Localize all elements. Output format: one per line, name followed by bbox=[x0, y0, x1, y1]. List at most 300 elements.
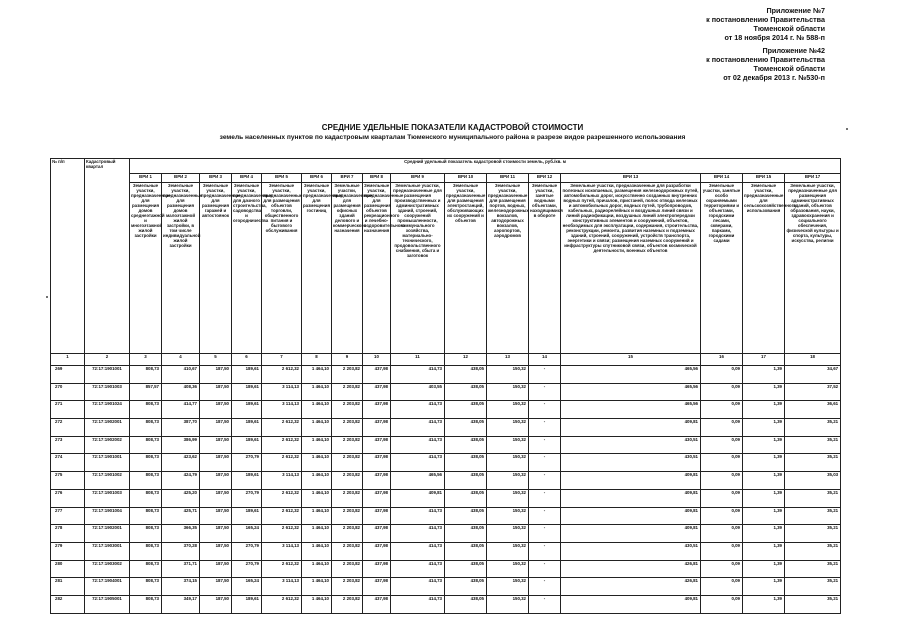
value-cell: - bbox=[529, 542, 561, 560]
value-cell: 187,50 bbox=[200, 595, 232, 613]
row-number-cell: 278 bbox=[51, 525, 85, 543]
value-cell: 409,81 bbox=[561, 595, 701, 613]
value-cell: 408,36 bbox=[162, 383, 200, 401]
column-number-cell: 15 bbox=[561, 354, 701, 366]
table-row bbox=[51, 525, 841, 543]
value-cell: 808,73 bbox=[130, 489, 162, 507]
row-number-cell: 271 bbox=[51, 401, 85, 419]
table-row bbox=[51, 507, 841, 525]
value-cell: 2 612,32 bbox=[262, 436, 302, 454]
value-cell: 438,05 bbox=[445, 419, 487, 437]
row-number-cell: 280 bbox=[51, 560, 85, 578]
value-cell: 187,50 bbox=[200, 489, 232, 507]
value-cell: 189,61 bbox=[232, 383, 262, 401]
column-number-cell: 3 bbox=[130, 354, 162, 366]
header-vri-4: ВРИ 4 bbox=[232, 174, 262, 183]
value-cell: 189,61 bbox=[232, 595, 262, 613]
value-cell: 366,35 bbox=[162, 525, 200, 543]
cadastral-value-table bbox=[50, 158, 841, 614]
column-number-cell: 12 bbox=[445, 354, 487, 366]
value-cell: 409,81 bbox=[391, 489, 445, 507]
value-cell: 414,73 bbox=[391, 419, 445, 437]
column-number-cell: 16 bbox=[701, 354, 743, 366]
value-cell: 438,05 bbox=[445, 366, 487, 384]
value-cell: 438,05 bbox=[445, 383, 487, 401]
header-vri-13: ВРИ 13 bbox=[561, 174, 701, 183]
value-cell: 0,09 bbox=[701, 472, 743, 490]
value-cell: 414,73 bbox=[391, 525, 445, 543]
value-cell: 150,32 bbox=[487, 578, 529, 596]
title-line-2: земель населенных пунктов по кадастровым кварталам Тюменского муниципального района в разрезе видов разрешенного использования bbox=[219, 134, 686, 141]
table-row bbox=[51, 578, 841, 596]
value-cell: 2 203,82 bbox=[332, 366, 363, 384]
value-cell: 1,39 bbox=[743, 595, 785, 613]
header-vri-3: ВРИ 3 bbox=[200, 174, 232, 183]
value-cell: - bbox=[529, 383, 561, 401]
value-cell: 36,61 bbox=[785, 401, 841, 419]
table-row bbox=[51, 472, 841, 490]
value-cell: 270,79 bbox=[232, 542, 262, 560]
value-cell: 414,73 bbox=[391, 542, 445, 560]
row-number-cell: 277 bbox=[51, 507, 85, 525]
value-cell: 808,73 bbox=[130, 454, 162, 472]
value-cell: 35,21 bbox=[785, 525, 841, 543]
value-cell: 465,56 bbox=[561, 383, 701, 401]
value-cell: - bbox=[529, 472, 561, 490]
value-cell: 37,52 bbox=[785, 383, 841, 401]
value-cell: 414,73 bbox=[391, 366, 445, 384]
value-cell: - bbox=[529, 595, 561, 613]
value-cell: 437,98 bbox=[363, 472, 391, 490]
cadastral-quarter-cell: 72:17:1901002 bbox=[85, 472, 130, 490]
scan-speck bbox=[46, 296, 48, 298]
header-vri-description: Земельные участки, предназначенные для размещения гостиниц bbox=[302, 183, 332, 354]
value-cell: 1 464,10 bbox=[302, 595, 332, 613]
value-cell: 270,79 bbox=[232, 489, 262, 507]
value-cell: 374,15 bbox=[162, 578, 200, 596]
appendix-7-block bbox=[706, 6, 825, 42]
value-cell: 189,61 bbox=[232, 401, 262, 419]
value-cell: 465,56 bbox=[561, 366, 701, 384]
value-cell: 437,98 bbox=[363, 454, 391, 472]
value-cell: 437,98 bbox=[363, 578, 391, 596]
value-cell: 2 203,82 bbox=[332, 578, 363, 596]
value-cell: 438,05 bbox=[445, 489, 487, 507]
value-cell: 438,05 bbox=[445, 401, 487, 419]
value-cell: 414,73 bbox=[391, 560, 445, 578]
value-cell: 150,32 bbox=[487, 489, 529, 507]
value-cell: 2 203,82 bbox=[332, 542, 363, 560]
value-cell: 0,09 bbox=[701, 383, 743, 401]
value-cell: 1,39 bbox=[743, 366, 785, 384]
value-cell: 2 612,32 bbox=[262, 595, 302, 613]
value-cell: 1 464,10 bbox=[302, 542, 332, 560]
header-vri-description: Земельные участки, занятые особо охраняемыми территориями и объектами, городскими лесами, скверами, парками, городскими садами bbox=[701, 183, 743, 354]
value-cell: 1,39 bbox=[743, 507, 785, 525]
cadastral-quarter-cell: 72:17:1903002 bbox=[85, 560, 130, 578]
row-number-cell: 282 bbox=[51, 595, 85, 613]
value-cell: 438,05 bbox=[445, 472, 487, 490]
header-vri-description: Земельные участки, предназначенные для размещения административных зданий, объектов образования, науки, здравоохранения и социального обеспечения, физической культуры и спорта, культуры, искусства, религии bbox=[785, 183, 841, 354]
header-vri-9: ВРИ 9 bbox=[391, 174, 445, 183]
value-cell: 808,73 bbox=[130, 525, 162, 543]
value-cell: 187,50 bbox=[200, 542, 232, 560]
value-cell: 1 464,10 bbox=[302, 525, 332, 543]
value-cell: 1,39 bbox=[743, 489, 785, 507]
value-cell: 3 114,13 bbox=[262, 401, 302, 419]
value-cell: 189,61 bbox=[232, 366, 262, 384]
table-row bbox=[51, 560, 841, 578]
value-cell: 430,51 bbox=[561, 542, 701, 560]
value-cell: 0,09 bbox=[701, 436, 743, 454]
value-cell: 2 612,32 bbox=[262, 525, 302, 543]
value-cell: 437,98 bbox=[363, 595, 391, 613]
value-cell: 437,98 bbox=[363, 366, 391, 384]
value-cell: 150,32 bbox=[487, 401, 529, 419]
value-cell: 409,81 bbox=[561, 489, 701, 507]
cadastral-quarter-cell: 72:17:1904001 bbox=[85, 578, 130, 596]
value-cell: 437,98 bbox=[363, 560, 391, 578]
value-cell: 808,73 bbox=[130, 472, 162, 490]
header-vri-description: Земельные участки, предназначенные для размещения офисных зданий делового и коммерческого назначения bbox=[332, 183, 363, 354]
column-number-cell: 6 bbox=[232, 354, 262, 366]
value-cell: 35,21 bbox=[785, 454, 841, 472]
value-cell: 808,73 bbox=[130, 578, 162, 596]
value-cell: 438,05 bbox=[445, 542, 487, 560]
value-cell: 270,79 bbox=[232, 454, 262, 472]
value-cell: 425,20 bbox=[162, 489, 200, 507]
value-cell: 165,24 bbox=[232, 525, 262, 543]
document-title bbox=[0, 123, 905, 143]
value-cell: 437,98 bbox=[363, 383, 391, 401]
value-cell: 187,50 bbox=[200, 436, 232, 454]
value-cell: 437,98 bbox=[363, 436, 391, 454]
value-cell: 187,50 bbox=[200, 507, 232, 525]
value-cell: 35,21 bbox=[785, 578, 841, 596]
value-cell: 189,61 bbox=[232, 419, 262, 437]
value-cell: 2 203,82 bbox=[332, 560, 363, 578]
value-cell: - bbox=[529, 525, 561, 543]
appendix-42-block bbox=[706, 46, 825, 82]
value-cell: 1 464,10 bbox=[302, 507, 332, 525]
value-cell: 270,79 bbox=[232, 560, 262, 578]
value-cell: 187,50 bbox=[200, 401, 232, 419]
value-cell: 438,05 bbox=[445, 436, 487, 454]
header-vri-15: ВРИ 15 bbox=[743, 174, 785, 183]
value-cell: 1,39 bbox=[743, 560, 785, 578]
header-vri-5: ВРИ 5 bbox=[262, 174, 302, 183]
header-vri-description: Земельные участки, предназначенные для дачного строительства, садоводства и огородничества bbox=[232, 183, 262, 354]
value-cell: 34,67 bbox=[785, 366, 841, 384]
row-number-cell: 274 bbox=[51, 454, 85, 472]
value-cell: 2 612,32 bbox=[262, 560, 302, 578]
header-vri-description: Земельные участки, предназначенные для размещения портов, водных, железнодорожных вокзалов, автодорожных вокзалов, аэропортов, аэродромов bbox=[487, 183, 529, 354]
value-cell: 438,05 bbox=[445, 454, 487, 472]
appendix-42-title: Приложение №42 bbox=[762, 46, 825, 55]
header-vri-description: Земельные участки, предназначенные для размещения объектов рекреационного и лечебно-оздоровительного назначения bbox=[363, 183, 391, 354]
value-cell: 0,09 bbox=[701, 454, 743, 472]
value-cell: 3 114,13 bbox=[262, 542, 302, 560]
column-number-cell: 14 bbox=[529, 354, 561, 366]
value-cell: 430,51 bbox=[561, 436, 701, 454]
value-cell: 386,99 bbox=[162, 436, 200, 454]
header-cadastral-quarter: Кадастровый квартал bbox=[85, 159, 130, 354]
table-row bbox=[51, 595, 841, 613]
value-cell: 1 464,10 bbox=[302, 366, 332, 384]
column-number-cell: 4 bbox=[162, 354, 200, 366]
value-cell: 189,61 bbox=[232, 507, 262, 525]
value-cell: 187,50 bbox=[200, 383, 232, 401]
column-number-cell: 2 bbox=[85, 354, 130, 366]
value-cell: 0,09 bbox=[701, 525, 743, 543]
column-number-cell: 18 bbox=[785, 354, 841, 366]
value-cell: 150,32 bbox=[487, 472, 529, 490]
value-cell: 2 203,82 bbox=[332, 472, 363, 490]
value-cell: 35,21 bbox=[785, 560, 841, 578]
value-cell: 150,32 bbox=[487, 542, 529, 560]
column-number-cell: 13 bbox=[487, 354, 529, 366]
header-vri-7: ВРИ 7 bbox=[332, 174, 363, 183]
value-cell: 187,50 bbox=[200, 578, 232, 596]
cadastral-quarter-cell: 72:17:1903001 bbox=[85, 542, 130, 560]
column-number-cell: 10 bbox=[363, 354, 391, 366]
value-cell: 35,21 bbox=[785, 419, 841, 437]
value-cell: 150,32 bbox=[487, 366, 529, 384]
value-cell: 423,62 bbox=[162, 454, 200, 472]
table-row bbox=[51, 419, 841, 437]
header-vri-description: Земельные участки, предназначенные для размещения гаражей и автостоянок bbox=[200, 183, 232, 354]
cadastral-quarter-cell: 72:17:1901001 bbox=[85, 454, 130, 472]
header-vri-2: ВРИ 2 bbox=[162, 174, 200, 183]
value-cell: 1,39 bbox=[743, 472, 785, 490]
value-cell: 187,50 bbox=[200, 454, 232, 472]
value-cell: 2 612,32 bbox=[262, 489, 302, 507]
row-number-cell: 273 bbox=[51, 436, 85, 454]
header-vri-description: Земельные участки, занятые водными объектами, находящимися в обороте bbox=[529, 183, 561, 354]
value-cell: 414,73 bbox=[391, 595, 445, 613]
appendix-42-line3: Тюменской области bbox=[753, 64, 825, 73]
value-cell: 414,73 bbox=[391, 436, 445, 454]
value-cell: 414,73 bbox=[391, 507, 445, 525]
header-vri-11: ВРИ 11 bbox=[487, 174, 529, 183]
value-cell: 150,32 bbox=[487, 595, 529, 613]
value-cell: 35,03 bbox=[785, 472, 841, 490]
value-cell: 414,77 bbox=[162, 401, 200, 419]
title-line-1: СРЕДНИЕ УДЕЛЬНЫЕ ПОКАЗАТЕЛИ КАДАСТРОВОЙ СТОИМОСТИ bbox=[321, 123, 584, 132]
value-cell: 1,39 bbox=[743, 454, 785, 472]
cadastral-quarter-cell: 72:17:1901003 bbox=[85, 489, 130, 507]
header-vri-8: ВРИ 8 bbox=[363, 174, 391, 183]
value-cell: 808,73 bbox=[130, 401, 162, 419]
value-cell: 1,39 bbox=[743, 578, 785, 596]
value-cell: 437,98 bbox=[363, 525, 391, 543]
value-cell: 35,21 bbox=[785, 595, 841, 613]
value-cell: 437,98 bbox=[363, 489, 391, 507]
table-row bbox=[51, 366, 841, 384]
value-cell: 35,21 bbox=[785, 507, 841, 525]
value-cell: 808,73 bbox=[130, 419, 162, 437]
header-vri-14: ВРИ 14 bbox=[701, 174, 743, 183]
header-vri-1: ВРИ 1 bbox=[130, 174, 162, 183]
value-cell: 0,09 bbox=[701, 560, 743, 578]
value-cell: 808,73 bbox=[130, 595, 162, 613]
value-cell: 187,50 bbox=[200, 419, 232, 437]
value-cell: 370,28 bbox=[162, 542, 200, 560]
column-number-cell: 11 bbox=[391, 354, 445, 366]
value-cell: 2 203,82 bbox=[332, 401, 363, 419]
value-cell: 1 464,10 bbox=[302, 401, 332, 419]
value-cell: 1,39 bbox=[743, 542, 785, 560]
table-row bbox=[51, 489, 841, 507]
value-cell: 0,09 bbox=[701, 366, 743, 384]
value-cell: 2 203,82 bbox=[332, 507, 363, 525]
value-cell: 409,81 bbox=[561, 472, 701, 490]
row-number-cell: 279 bbox=[51, 542, 85, 560]
value-cell: 0,09 bbox=[701, 595, 743, 613]
value-cell: - bbox=[529, 419, 561, 437]
value-cell: 2 203,82 bbox=[332, 595, 363, 613]
header-vri-description: Земельные участки, предназначенные для сельскохозяйственного использования bbox=[743, 183, 785, 354]
value-cell: 403,55 bbox=[391, 383, 445, 401]
value-cell: 371,71 bbox=[162, 560, 200, 578]
value-cell: 2 203,82 bbox=[332, 419, 363, 437]
value-cell: 409,81 bbox=[561, 419, 701, 437]
value-cell: 425,71 bbox=[162, 507, 200, 525]
table-row bbox=[51, 383, 841, 401]
value-cell: 414,73 bbox=[391, 454, 445, 472]
value-cell: 1 464,10 bbox=[302, 578, 332, 596]
value-cell: 430,51 bbox=[561, 454, 701, 472]
value-cell: 1 464,10 bbox=[302, 383, 332, 401]
value-cell: 150,32 bbox=[487, 525, 529, 543]
value-cell: 414,73 bbox=[391, 401, 445, 419]
header-vri-12: ВРИ 12 bbox=[529, 174, 561, 183]
row-number-cell: 275 bbox=[51, 472, 85, 490]
column-number-cell: 1 bbox=[51, 354, 85, 366]
row-number-cell: 270 bbox=[51, 383, 85, 401]
value-cell: 808,73 bbox=[130, 542, 162, 560]
value-cell: 2 203,82 bbox=[332, 383, 363, 401]
cadastral-quarter-cell: 72:17:1901001 bbox=[85, 366, 130, 384]
row-number-cell: 272 bbox=[51, 419, 85, 437]
value-cell: 424,79 bbox=[162, 472, 200, 490]
value-cell: 0,09 bbox=[701, 578, 743, 596]
value-cell: 437,98 bbox=[363, 419, 391, 437]
value-cell: 437,98 bbox=[363, 401, 391, 419]
value-cell: 3 114,13 bbox=[262, 578, 302, 596]
value-cell: 0,09 bbox=[701, 419, 743, 437]
header-value-group: Средний удельный показатель кадастровой стоимости земель, руб./кв. м bbox=[130, 159, 841, 174]
value-cell: 2 203,82 bbox=[332, 454, 363, 472]
value-cell: 187,50 bbox=[200, 525, 232, 543]
value-cell: 1,39 bbox=[743, 401, 785, 419]
value-cell: 808,73 bbox=[130, 560, 162, 578]
cadastral-quarter-cell: 72:17:1902002 bbox=[85, 436, 130, 454]
value-cell: 808,73 bbox=[130, 436, 162, 454]
appendix-7-title: Приложение №7 bbox=[766, 6, 825, 15]
value-cell: - bbox=[529, 578, 561, 596]
value-cell: 165,24 bbox=[232, 578, 262, 596]
value-cell: 465,56 bbox=[391, 472, 445, 490]
value-cell: 2 203,82 bbox=[332, 525, 363, 543]
value-cell: 1 464,10 bbox=[302, 454, 332, 472]
value-cell: - bbox=[529, 507, 561, 525]
value-cell: 2 612,32 bbox=[262, 507, 302, 525]
header-vri-16: ВРИ 17 bbox=[785, 174, 841, 183]
value-cell: - bbox=[529, 560, 561, 578]
column-number-cell: 8 bbox=[302, 354, 332, 366]
cadastral-quarter-cell: 72:17:1901024 bbox=[85, 401, 130, 419]
cadastral-quarter-cell: 72:17:1901004 bbox=[85, 507, 130, 525]
value-cell: 3 114,13 bbox=[262, 472, 302, 490]
value-cell: 414,73 bbox=[391, 578, 445, 596]
value-cell: 409,81 bbox=[561, 507, 701, 525]
value-cell: 150,32 bbox=[487, 454, 529, 472]
header-vri-description: Земельные участки, предназначенные для размещения объектов торговли, общественного питания и бытового обслуживания bbox=[262, 183, 302, 354]
row-number-cell: 281 bbox=[51, 578, 85, 596]
value-cell: 150,32 bbox=[487, 419, 529, 437]
value-cell: 2 612,32 bbox=[262, 419, 302, 437]
value-cell: 1 464,10 bbox=[302, 436, 332, 454]
row-number-cell: 276 bbox=[51, 489, 85, 507]
header-vri-description: Земельные участки, предназначенные для размещения электростанций, обслуживающих их сооружений и объектов bbox=[445, 183, 487, 354]
value-cell: 2 203,82 bbox=[332, 489, 363, 507]
value-cell: 426,81 bbox=[561, 578, 701, 596]
column-number-cell: 5 bbox=[200, 354, 232, 366]
value-cell: 2 203,82 bbox=[332, 436, 363, 454]
value-cell: 438,05 bbox=[445, 560, 487, 578]
column-number-cell: 7 bbox=[262, 354, 302, 366]
value-cell: 349,17 bbox=[162, 595, 200, 613]
value-cell: 35,21 bbox=[785, 542, 841, 560]
value-cell: 438,05 bbox=[445, 507, 487, 525]
column-number-cell: 9 bbox=[332, 354, 363, 366]
value-cell: 0,09 bbox=[701, 401, 743, 419]
column-number-cell: 17 bbox=[743, 354, 785, 366]
table-row bbox=[51, 436, 841, 454]
table-row bbox=[51, 454, 841, 472]
value-cell: 2 612,32 bbox=[262, 454, 302, 472]
appendix-42-date: от 02 декабря 2013 г. №530-п bbox=[723, 73, 825, 82]
cadastral-quarter-cell: 72:17:1901003 bbox=[85, 383, 130, 401]
value-cell: - bbox=[529, 436, 561, 454]
cadastral-quarter-cell: 72:17:1902001 bbox=[85, 419, 130, 437]
value-cell: 1,39 bbox=[743, 419, 785, 437]
value-cell: 808,73 bbox=[130, 507, 162, 525]
value-cell: 437,98 bbox=[363, 542, 391, 560]
value-cell: 387,70 bbox=[162, 419, 200, 437]
value-cell: 150,32 bbox=[487, 560, 529, 578]
value-cell: 1,39 bbox=[743, 436, 785, 454]
appendix-42-line2: к постановлению Правительства bbox=[706, 55, 825, 64]
value-cell: 1 464,10 bbox=[302, 560, 332, 578]
value-cell: - bbox=[529, 489, 561, 507]
value-cell: 189,61 bbox=[232, 472, 262, 490]
value-cell: - bbox=[529, 401, 561, 419]
value-cell: 438,05 bbox=[445, 525, 487, 543]
value-cell: 808,73 bbox=[130, 366, 162, 384]
table-row bbox=[51, 401, 841, 419]
value-cell: 857,57 bbox=[130, 383, 162, 401]
row-number-cell: 269 bbox=[51, 366, 85, 384]
value-cell: 1 464,10 bbox=[302, 489, 332, 507]
header-vri-10: ВРИ 10 bbox=[445, 174, 487, 183]
value-cell: 438,05 bbox=[445, 595, 487, 613]
value-cell: 409,81 bbox=[561, 525, 701, 543]
header-vri-description: Земельные участки, предназначенные для размещения производственных и административных зданий, строений, сооружений промышленности, коммунального хозяйства, материально-технического, продовольственного снабжения, сбыта и заготовок bbox=[391, 183, 445, 354]
value-cell: 0,09 bbox=[701, 542, 743, 560]
value-cell: 1 464,10 bbox=[302, 472, 332, 490]
